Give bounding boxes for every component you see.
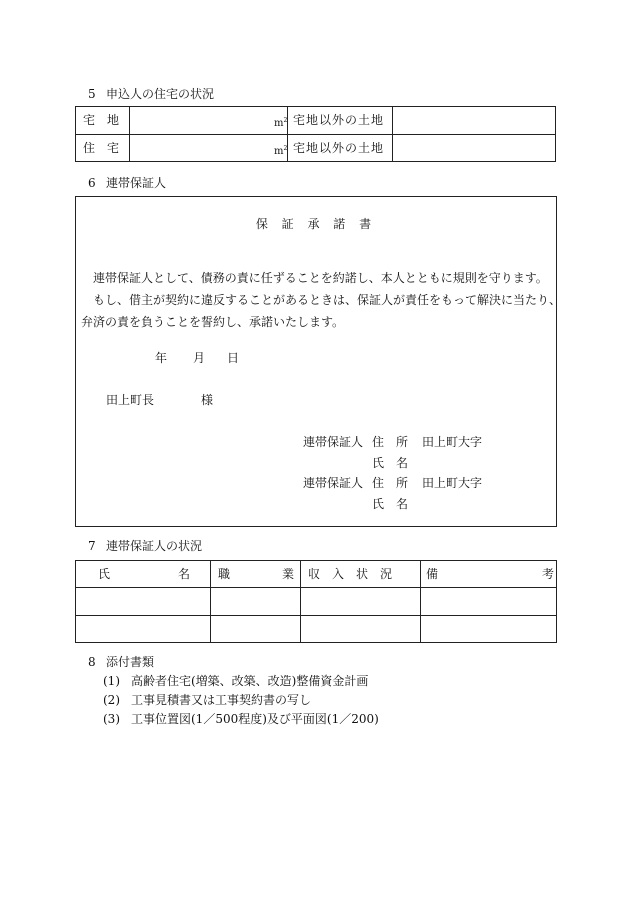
other-land-value-field[interactable]: [393, 107, 555, 134]
section-7-heading: [88, 537, 202, 554]
attachment-number: (2): [103, 693, 120, 707]
area-unit: $m^2$: [274, 145, 288, 157]
guarantor-2-name-cell[interactable]: [76, 616, 210, 643]
header-name-b: 名: [178, 567, 191, 581]
other-land-label: 宅地以外の土地: [293, 141, 385, 155]
date-year-label: 年: [155, 351, 168, 365]
guarantor-1-name-label: 氏 名: [372, 456, 409, 470]
guarantor-2-address-label: 住 所: [372, 476, 409, 490]
section-title: 連帯保証人: [106, 176, 167, 190]
residential-land-label: 宅 地: [83, 113, 120, 127]
header-remarks-a: 備: [426, 567, 439, 581]
guarantor-2-address: 田上町大字: [422, 476, 483, 490]
house-area-field[interactable]: [130, 135, 270, 162]
attachment-number: (1): [103, 674, 120, 688]
section-number: 8: [88, 655, 96, 669]
section-5-heading: [88, 85, 214, 102]
guarantor-1-address-label: 住 所: [372, 435, 409, 449]
other-land-value-field[interactable]: [393, 135, 555, 162]
section-number: 7: [88, 539, 96, 553]
body-paragraph-3: 弁済の責を負うことを誓約し、承諾いたします。: [81, 315, 345, 329]
guarantor-1-role: 連帯保証人: [303, 435, 364, 449]
header-occupation-b: 業: [282, 567, 295, 581]
guarantor-1-name-cell[interactable]: [76, 588, 210, 615]
guarantor-1-address: 田上町大字: [422, 435, 483, 449]
guarantor-status-table: [75, 560, 557, 643]
attachment-item: [103, 691, 311, 708]
addressee-name: 田上町長: [106, 393, 155, 407]
attachment-number: (3): [103, 712, 120, 726]
section-title: 申込人の住宅の状況: [106, 87, 215, 101]
attachment-text: 高齢者住宅(増築、改築、改造)整備資金計画: [131, 674, 369, 688]
header-income-status: 収 入 状 況: [308, 567, 393, 581]
section-title: 連帯保証人の状況: [106, 539, 203, 553]
date-day-label: 日: [227, 351, 240, 365]
other-land-label: 宅地以外の土地: [293, 113, 385, 127]
guarantor-2-role: 連帯保証人: [303, 476, 364, 490]
body-paragraph-1: 連帯保証人として、債務の責に任ずることを約諾し、本人とともに規則を守ります。: [93, 271, 548, 285]
document-title: 保 証 承 諾 書: [255, 217, 377, 231]
attachment-text: 工事見積書又は工事契約書の写し: [131, 693, 312, 707]
header-occupation-a: 職: [218, 567, 231, 581]
housing-status-table: [75, 106, 556, 162]
section-number: 5: [88, 87, 96, 101]
section-number: 6: [88, 176, 96, 190]
header-remarks-b: 考: [542, 567, 555, 581]
header-name-a: 氏: [98, 567, 111, 581]
attachment-item: [103, 672, 368, 689]
attachment-item: [103, 710, 379, 727]
guarantor-2-name-label: 氏 名: [372, 497, 409, 511]
section-8-heading: [88, 653, 154, 670]
attachment-text: 工事位置図(1／500程度)及び平面図(1／200): [131, 712, 379, 726]
residential-land-area-field[interactable]: [130, 107, 270, 134]
section-6-heading: [88, 174, 166, 191]
section-title: 添付書類: [106, 655, 155, 669]
house-label: 住 宅: [83, 141, 120, 155]
area-unit: $m^2$: [274, 117, 288, 129]
body-paragraph-2: もし、借主が契約に違反することがあるときは、保証人が責任をもって解決に当たり、: [93, 293, 562, 307]
guarantee-consent-box: [75, 196, 562, 527]
date-month-label: 月: [193, 351, 206, 365]
addressee-honorific: 様: [201, 393, 214, 407]
